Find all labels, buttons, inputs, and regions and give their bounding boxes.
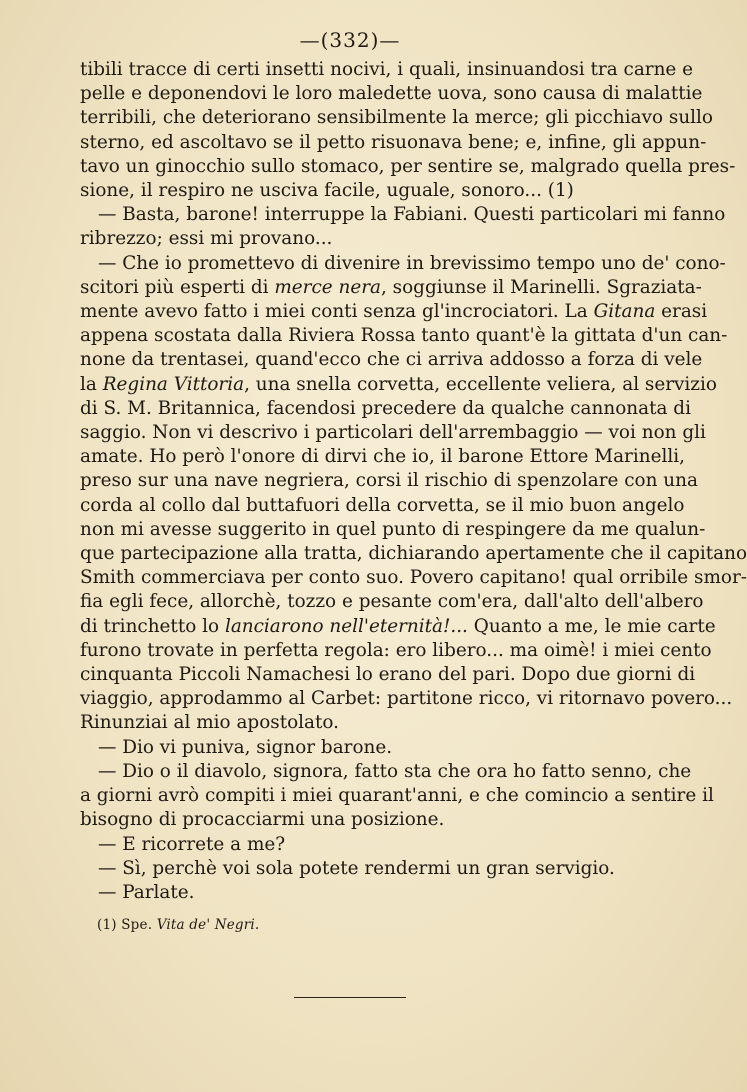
text-line: corda al collo dal buttafuori della corvetta, se il mio buon angelo xyxy=(80,494,685,516)
text-line: none da trentasei, quand'ecco che ci arriva addosso a forza di vele xyxy=(80,349,703,371)
text-segment: Quanto a me, le mie carte xyxy=(467,615,716,637)
text-line: non mi avesse suggerito in quel punto di respingere da me qualun- xyxy=(80,518,706,540)
text-segment: scitori più esperti di xyxy=(80,276,275,298)
text-line xyxy=(80,373,717,397)
text-line: sione, il respiro ne usciva facile, uguale, sonoro... (1) xyxy=(80,180,574,202)
text-line: — Dio o il diavolo, signora, fatto sta che ora ho fatto senno, che xyxy=(98,760,692,782)
italic-segment: Regina Vittoria xyxy=(102,373,245,395)
text-segment: di trinchetto lo xyxy=(80,615,225,637)
text-line: — Che io promettevo di divenire in brevissimo tempo uno de' cono- xyxy=(98,252,726,274)
text-segment: , soggiunse il Marinelli. Sgraziata- xyxy=(380,276,702,298)
text-line: — E ricorrete a me? xyxy=(98,833,286,855)
text-line: mente avevo fatto i miei conti senza gl'incrociatori. La Gitana erasi xyxy=(80,301,708,323)
italic-segment: merce nera xyxy=(274,276,381,298)
text-line: Smith commerciava per conto suo. Povero capitano! qual orribile smor- xyxy=(80,567,747,589)
text-line: Rinunziai al mio apostolato. xyxy=(80,712,339,734)
text-line: tavo un ginocchio sullo stomaco, per sentire se, malgrado quella pres- xyxy=(80,155,736,177)
text-line: bisogno di procacciarmi una posizione. xyxy=(80,809,445,831)
text-line: amate. Ho però l'onore di dirvi che io, il barone Ettore Marinelli, xyxy=(80,446,685,468)
text-line: terribili, che deteriorano sensibilmente la merce; gli picchiavo sullo xyxy=(80,107,714,129)
text-line: — Basta, barone! interruppe la Fabiani. Questi particolari mi fanno xyxy=(98,204,726,226)
text-line: saggio. Non vi descrivo i particolari dell'arrembaggio — voi non gli xyxy=(80,422,706,444)
text-line: pelle e deponendovi le loro maledette uova, sono causa di malattie xyxy=(80,83,703,105)
text-line xyxy=(80,276,702,300)
text-line: — Parlate. xyxy=(98,881,195,903)
text-line: preso sur una nave negriera, corsi il rischio di spenzolare con una xyxy=(80,470,698,492)
text-line: di S. M. Britannica, facendosi precedere da qualche cannonata di xyxy=(80,397,691,419)
text-line: fia egli fece, allorchè, tozzo e pesante com'era, dall'alto dell'albero xyxy=(80,591,704,613)
footnote xyxy=(97,917,259,933)
text-segment: , una snella corvetta, eccellente veliera, al servizio xyxy=(244,373,717,395)
text-line xyxy=(80,615,716,639)
text-line: appena scostata dalla Riviera Rossa tanto quant'è la gittata d'un can- xyxy=(80,325,728,347)
page-number: —(332)— xyxy=(299,28,401,52)
footnote-title: Vita de' Negri. xyxy=(156,917,260,933)
text-line: tibili tracce di certi insetti nocivi, i quali, insinuandosi tra carne e xyxy=(80,59,694,80)
text-line: — Dio vi puniva, signor barone. xyxy=(98,736,393,758)
body-text xyxy=(80,58,747,905)
text-line: cinquanta Piccoli Namachesi lo erano del pari. Dopo due giorni di xyxy=(80,664,696,686)
footnote-ref: (1) Spe. xyxy=(97,917,157,933)
text-line: ribrezzo; essi mi provano... xyxy=(80,228,333,250)
text-line: — Sì, perchè voi sola potete rendermi un gran servigio. xyxy=(98,857,615,879)
end-rule xyxy=(294,997,406,998)
text-line: viaggio, approdammo al Carbet: partitone ricco, vi ritornavo povero... xyxy=(80,688,733,710)
text-line: furono trovate in perfetta regola: ero libero... ma oimè! i miei cento xyxy=(80,639,712,661)
text-line: sterno, ed ascoltavo se il petto risuonava bene; e, infine, gli appun- xyxy=(80,131,707,153)
text-line: que partecipazione alla tratta, dichiarando apertamente che il capitano xyxy=(80,543,747,565)
text-segment: la xyxy=(80,373,103,395)
italic-segment: lanciarono nell'eternità!... xyxy=(224,615,468,637)
text-line: a giorni avrò compiti i miei quarant'anni, e che comincio a sentire il xyxy=(80,785,714,807)
